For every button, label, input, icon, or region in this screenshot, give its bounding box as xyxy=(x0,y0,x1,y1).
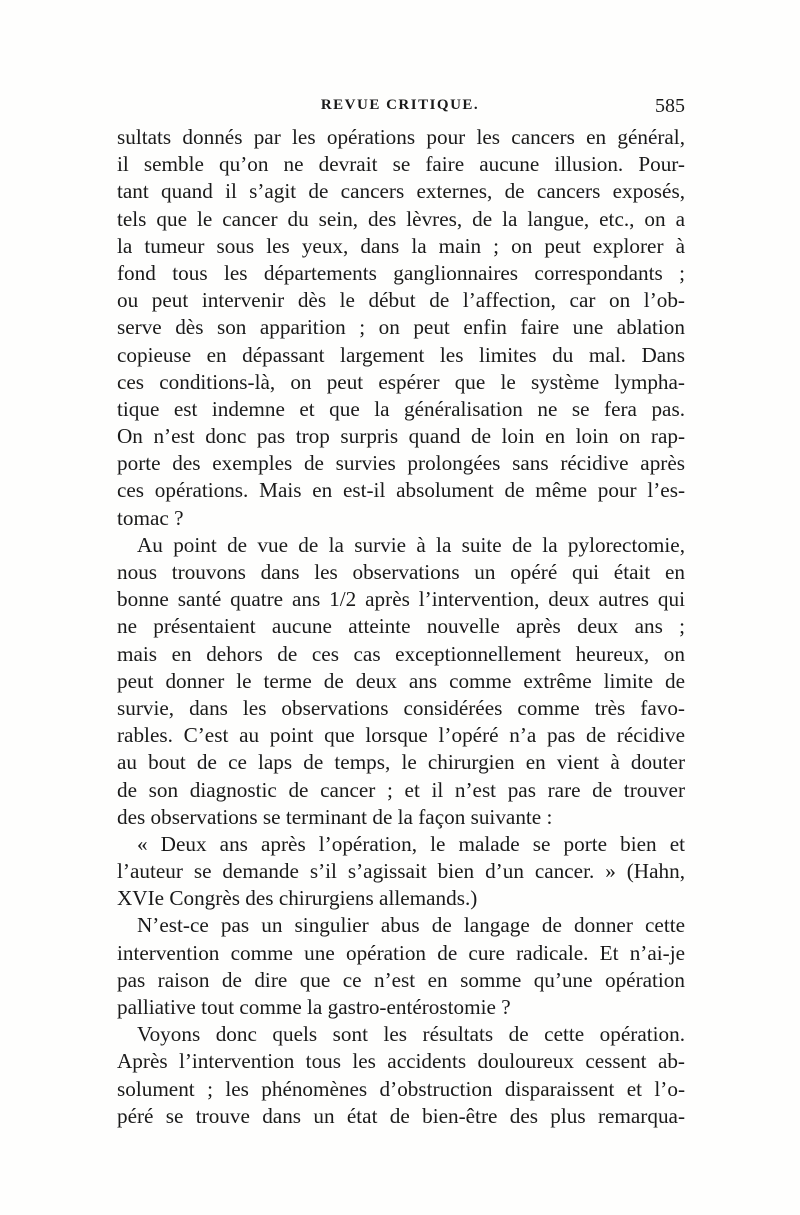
text-line: solument ; les phénomènes d’obstruction disparaissent et l’o- xyxy=(117,1076,685,1101)
text-line: ne présentaient aucune atteinte nouvelle après deux ans ; xyxy=(117,614,685,639)
text-line: rables. C’est au point que lorsque l’opéré n’a pas de récidive xyxy=(117,723,685,748)
text-line: survie, dans les observations considérées comme très favo- xyxy=(117,695,685,720)
text-line: péré se trouve dans un état de bien-être des plus remarqua- xyxy=(117,1103,685,1128)
text-line: Après l’intervention tous les accidents douloureux cessent ab- xyxy=(117,1049,685,1074)
text-line: la tumeur sous les yeux, dans la main ; on peut explorer à xyxy=(117,233,685,258)
text-line: il semble qu’on ne devrait se faire aucune illusion. Pour- xyxy=(117,152,685,177)
text-line: tels que le cancer du sein, des lèvres, de la langue, etc., on a xyxy=(117,206,685,231)
text-line: nous trouvons dans les observations un opéré qui était en xyxy=(117,560,685,584)
text-line: mais en dehors de ces cas exceptionnellement heureux, on xyxy=(117,641,685,666)
text-line: palliative tout comme la gastro-entérostomie ? xyxy=(117,995,511,1019)
text-line: ces opérations. Mais en est-il absolument de même pour l’es- xyxy=(117,478,685,503)
text-line: de son diagnostic de cancer ; et il n’est pas rare de trouver xyxy=(117,777,685,802)
text-line: pas raison de dire que ce n’est en somme qu’une opération xyxy=(117,967,685,992)
text-line: fond tous les départements ganglionnaires correspondants ; xyxy=(117,260,685,285)
text-line: N’est-ce pas un singulier abus de langage de donner cette xyxy=(137,913,685,938)
body-text xyxy=(117,124,685,1130)
text-line: tique est indemne et que la généralisation ne se fera pas. xyxy=(117,396,685,421)
text-line: des observations se terminant de la façon suivante : xyxy=(117,804,553,829)
page-number: 585 xyxy=(655,95,685,117)
text-line: au bout de ce laps de temps, le chirurgien en vient à douter xyxy=(117,750,685,775)
text-line: tomac ? xyxy=(117,505,184,530)
text-line: Au point de vue de la survie à la suite de la pylorectomie, xyxy=(137,532,685,557)
text-line: XVIe Congrès des chirurgiens allemands.) xyxy=(117,886,478,911)
text-line: porte des exemples de survies prolongées sans récidive après xyxy=(117,451,685,476)
text-line: « Deux ans après l’opération, le malade se porte bien et xyxy=(137,831,685,856)
running-head: REVUE CRITIQUE. xyxy=(320,97,480,113)
text-line: On n’est donc pas trop surpris quand de loin en loin on rap- xyxy=(117,424,685,449)
text-line: serve dès son apparition ; on peut enfin faire une ablation xyxy=(117,315,685,340)
text-line: bonne santé quatre ans 1/2 après l’intervention, deux autres qui xyxy=(117,587,685,612)
text-line: tant quand il s’agit de cancers externes, de cancers exposés, xyxy=(117,179,685,204)
text-line: sultats donnés par les opérations pour les cancers en général, xyxy=(117,125,685,149)
text-line: copieuse en dépassant largement les limites du mal. Dans xyxy=(117,342,685,367)
text-line: intervention comme une opération de cure radicale. Et n’ai-je xyxy=(117,940,685,965)
text-line: Voyons donc quels sont les résultats de cette opération. xyxy=(137,1022,685,1047)
text-line: peut donner le terme de deux ans comme extrême limite de xyxy=(117,668,685,693)
text-line: ou peut intervenir dès le début de l’affection, car on l’ob- xyxy=(117,288,685,313)
text-line: ces conditions-là, on peut espérer que le système lympha- xyxy=(117,369,685,394)
text-line: l’auteur se demande s’il s’agissait bien d’un cancer. » (Hahn, xyxy=(117,859,685,884)
page-header xyxy=(115,95,685,121)
